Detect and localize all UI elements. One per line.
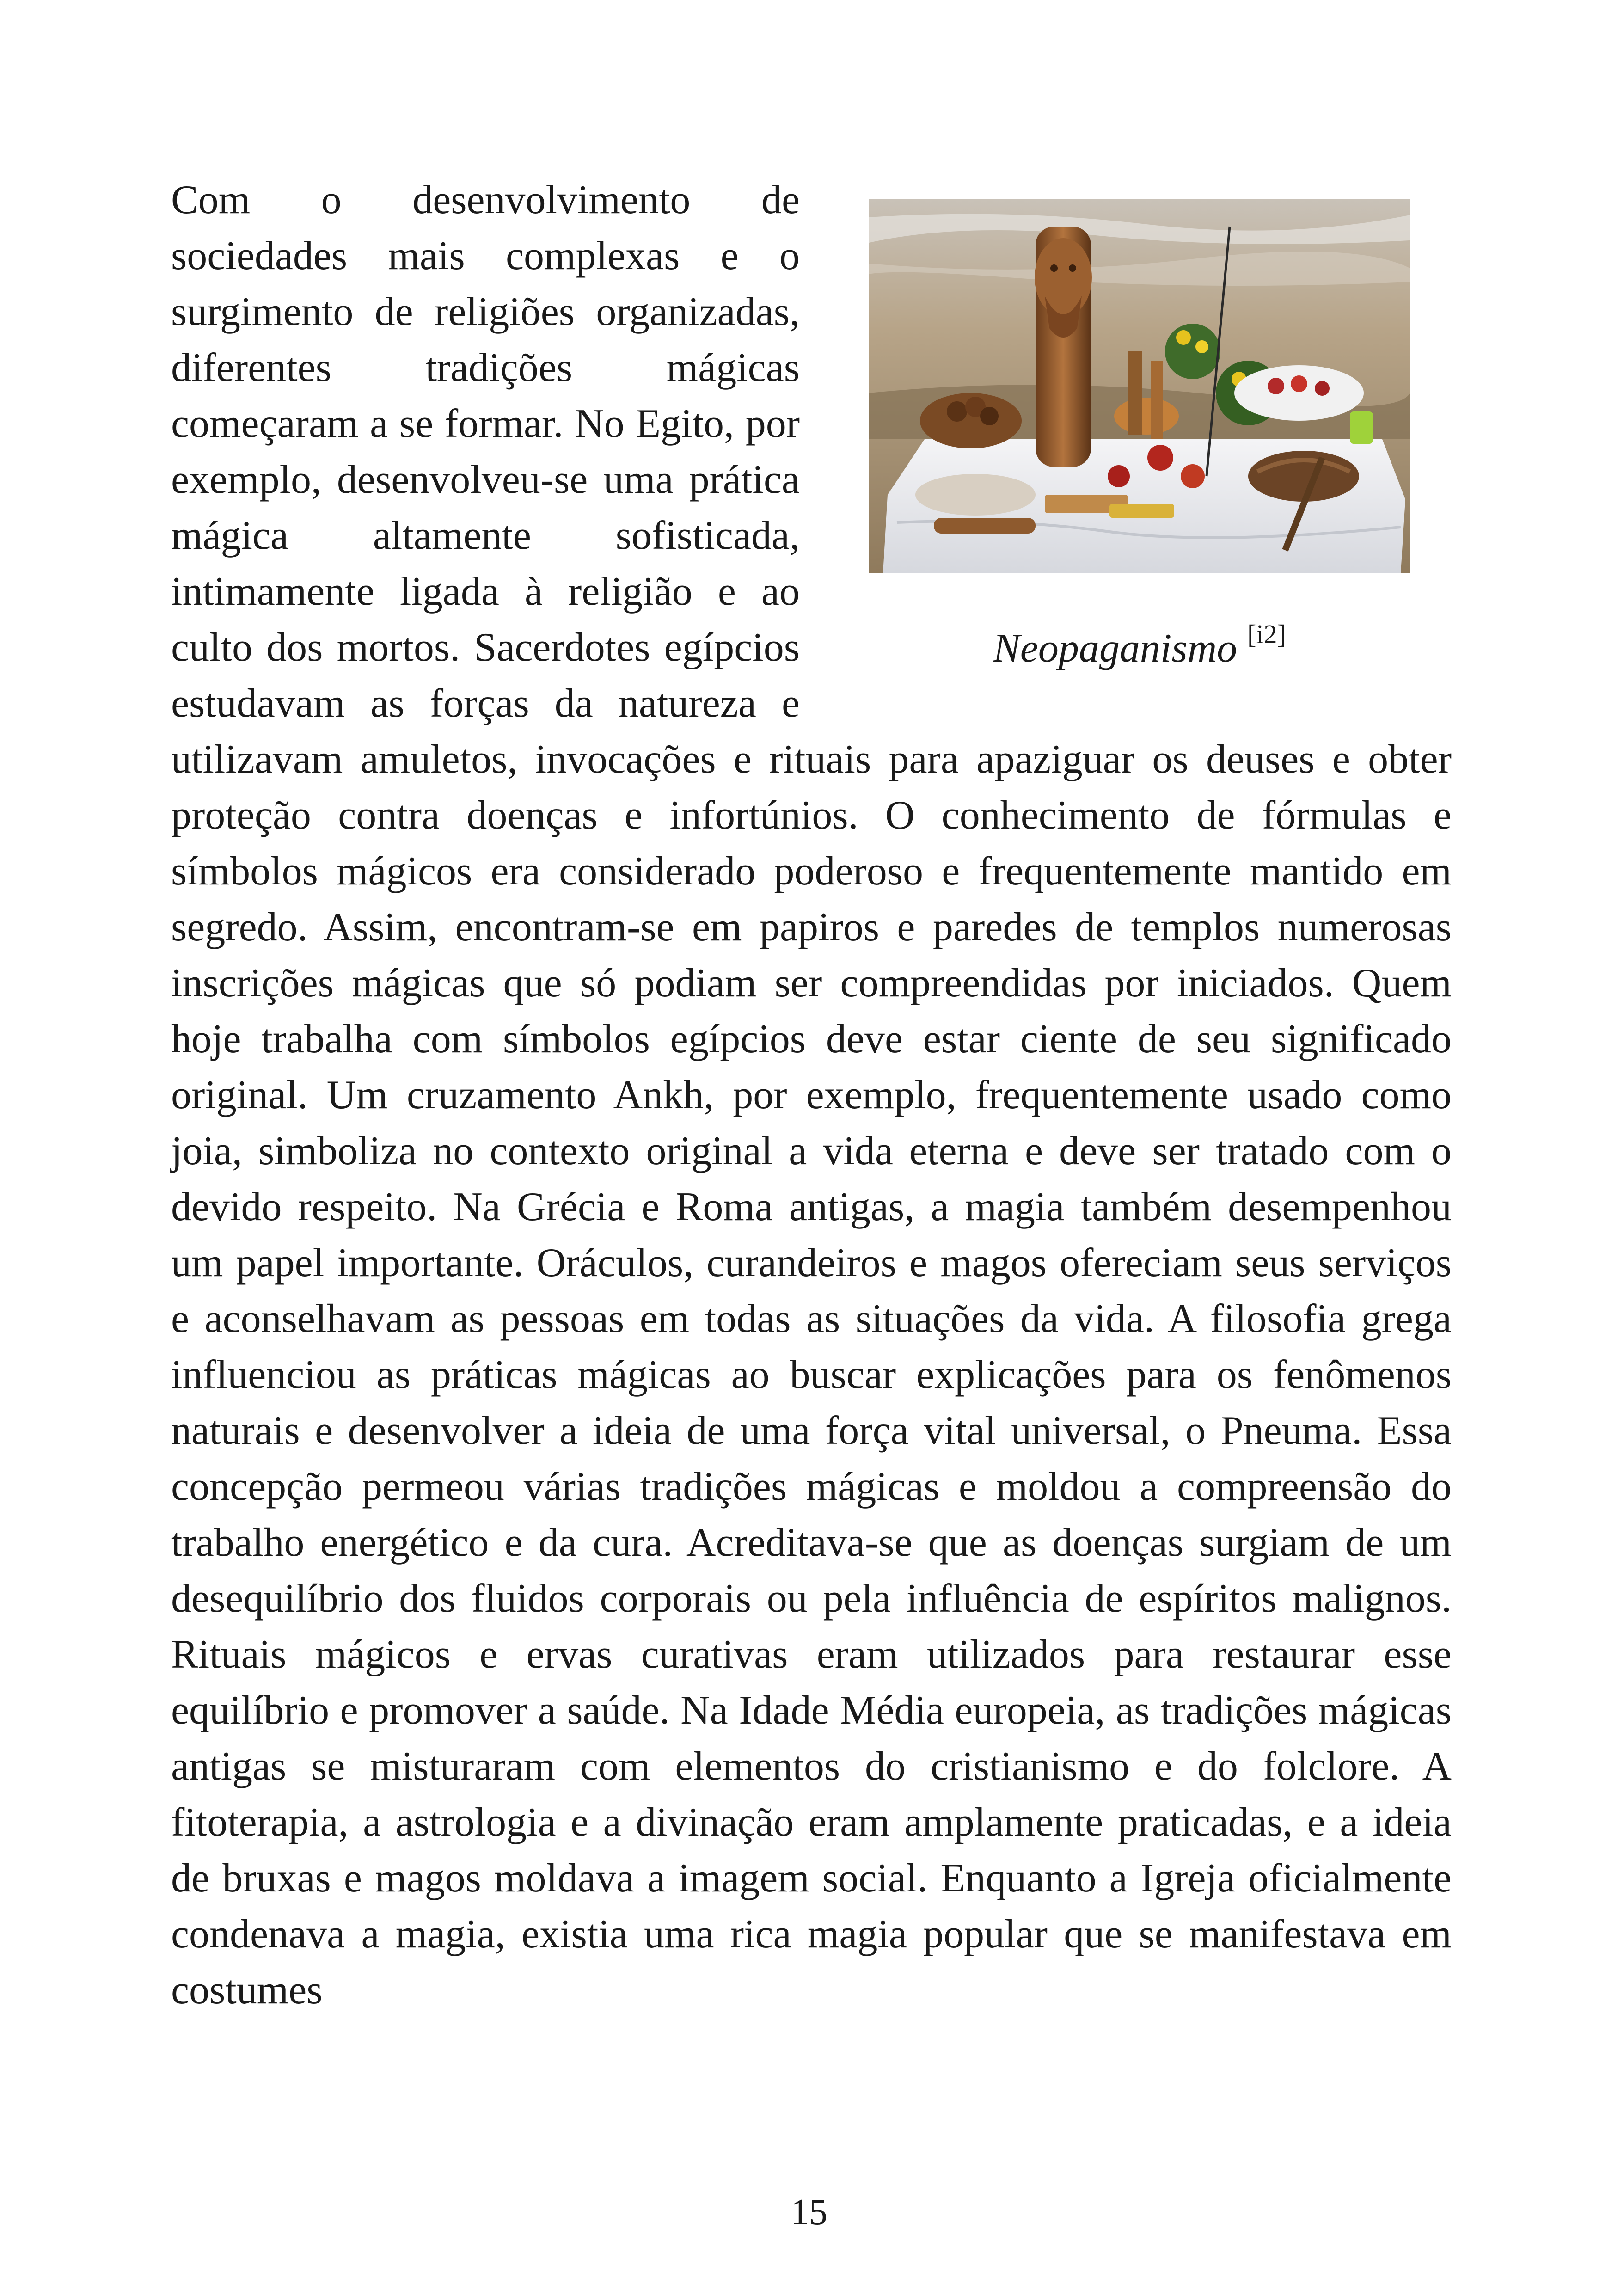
figure [827,172,1452,713]
neopaganism-altar-photo [869,199,1410,573]
body-paragraph: Com o desenvolvimento de sociedades mais complexas e o surgimento de religiões organizadas, diferentes tradições mágicas começaram a se formar. No Egito, por exemplo, desenvolveu-se uma prática mágica altamente sofisticada, intimamente ligada à religião e ao culto dos mortos. Sacerdotes egípcios estudavam as forças da natureza e utilizavam amuletos, invocações e rituais para apaziguar os deuses e obter proteção contra doenças e infortúnios. O conhecimento de fórmulas e símbolos mágicos era considerado poderoso e frequentemente mantido em segredo. Assim, encontram-se em papiros e paredes de templos numerosas inscrições mágicas que só podiam ser compreendidas por iniciados. Quem hoje trabalha com símbolos egípcios deve estar ciente de seu significado original. Um cruzamento Ankh, por exemplo, frequentemente usado como joia, simboliza no contexto original a vida eterna e deve ser tratado com o devido respeito. Na Grécia e Roma antigas, a magia também desempenhou um papel importante. Oráculos, curandeiros e magos ofereciam seus serviços e aconselhavam as pessoas em todas as situações da vida. A filosofia grega influenciou as práticas mágicas ao buscar explicações para os fenômenos naturais e desenvolver a ideia de uma força vital universal, o Pneuma. Essa concepção permeou várias tradições mágicas e moldou a compreensão do trabalho energético e da cura. Acreditava-se que as doenças surgiam de um desequilíbrio dos fluidos corporais ou pela influência de espíritos malignos. Rituais mágicos e ervas curativas eram utilizados para restaurar esse equilíbrio e promover a saúde. Na Idade Média europeia, as tradições mágicas antigas se misturaram com elementos do cristianismo e do folclore. A fitoterapia, a astrologia e a divinação eram amplamente praticadas, e a ideia de bruxas e magos moldava a imagem social. Enquanto a Igreja oficialmente condenava a magia, existia uma rica magia popular que se manifestava em costumes [171,178,1452,2013]
page-number: 15 [791,2192,827,2233]
figure-caption [827,611,1452,672]
caption-title: Neopaganismo [993,626,1238,671]
body-text-block [171,172,1452,2018]
caption-reference: [i2] [1247,619,1286,649]
